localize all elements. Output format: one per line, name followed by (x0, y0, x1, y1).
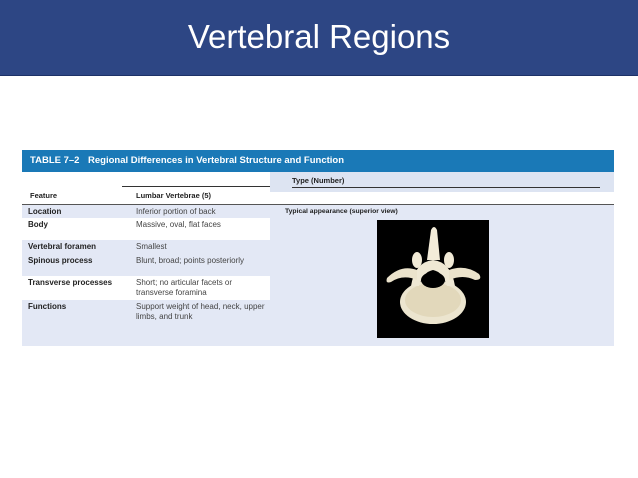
table-number: TABLE 7–2 (30, 155, 80, 166)
row-feature: Location (28, 207, 62, 216)
lumbar-vertebra-image (377, 220, 489, 338)
feature-column-header: Feature (30, 191, 58, 200)
row-feature: Body (28, 220, 48, 229)
type-rule (292, 187, 600, 188)
table-row (22, 254, 270, 276)
table-row (22, 205, 270, 218)
type-header: Type (Number) (292, 176, 345, 185)
table-row (22, 276, 270, 300)
table-row (22, 218, 270, 240)
row-value: Support weight of head, neck, upper limbs, and trunk (136, 302, 265, 321)
row-feature: Functions (28, 302, 67, 311)
table-row (22, 240, 270, 254)
row-value: Smallest (136, 242, 167, 251)
title-bar (0, 0, 638, 76)
table-header (22, 150, 614, 172)
row-feature: Spinous process (28, 256, 93, 265)
appearance-label: Typical appearance (superior view) (285, 208, 398, 215)
row-value: Short; no articular facets or transverse foramina (136, 278, 233, 297)
vertebra-illustration (377, 220, 489, 338)
row-value: Blunt, broad; points posteriorly (136, 256, 245, 265)
lumbar-rule (122, 186, 270, 187)
row-value: Inferior portion of back (136, 207, 216, 216)
slide-title: Vertebral Regions (187, 18, 451, 55)
row-value: Massive, oval, flat faces (136, 220, 221, 229)
vertebral-table (22, 150, 614, 346)
row-feature: Vertebral foramen (28, 242, 97, 251)
lumbar-column-header: Lumbar Vertebrae (5) (136, 191, 212, 200)
table-row (22, 300, 270, 346)
row-feature: Transverse processes (28, 278, 113, 287)
table-caption: Regional Differences in Vertebral Structure and Function (88, 155, 345, 166)
